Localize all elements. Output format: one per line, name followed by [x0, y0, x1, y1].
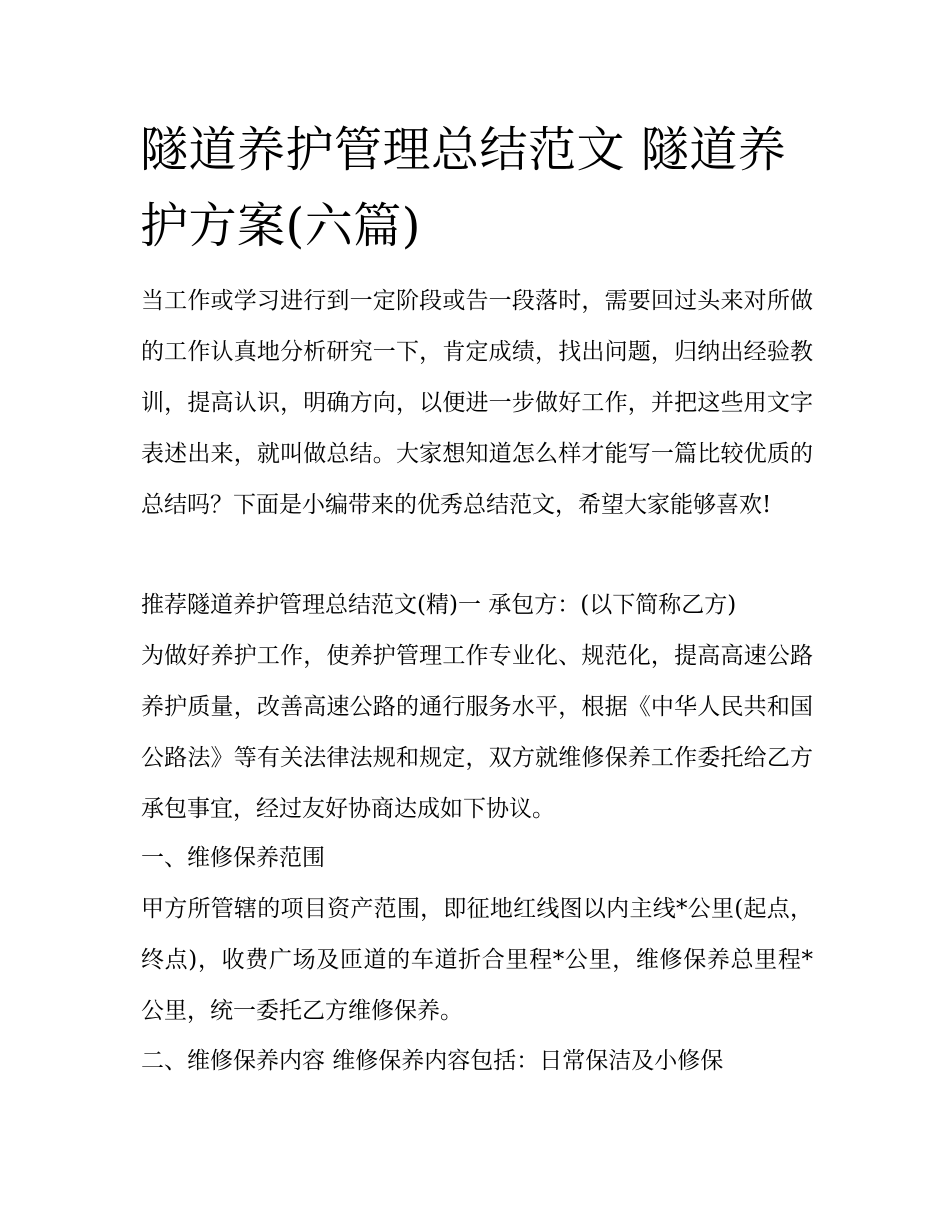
section-heading-content: 二、维修保养内容 维修保养内容包括：日常保洁及小修保 — [141, 1048, 724, 1074]
recommend-line: 推荐隧道养护管理总结范文(精)一 承包方：(以下简称乙方) — [141, 592, 737, 618]
intro-paragraph: 当工作或学习进行到一定阶段或告一段落时，需要回过头来对所做的工作认真地分析研究一下，肯定成绩，找出问题，归纳出经验教训，提高认识，明确方向，以便进一步做好工作，并把这些用文字表述出来，就叫做总结。大家想知道怎么样才能写一篇比较优质的总结吗？下面是小编带来的优秀总结范文，希望大家能够喜欢! — [141, 288, 813, 518]
purpose-paragraph: 为做好养护工作，使养护管理工作专业化、规范化，提高高速公路养护质量，改善高速公路的通行服务水平，根据《中华人民共和国公路法》等有关法律法规和规定，双方就维修保养工作委托给乙方承包事宜，经过友好协商达成如下协议。 — [141, 643, 813, 822]
document-title: 隧道养护管理总结范文 隧道养护方案(六篇) — [140, 122, 787, 254]
scope-paragraph: 甲方所管辖的项目资产范围，即征地红线图以内主线*公里(起点，终点)，收费广场及匝道的车道折合里程*公里，维修保养总里程*公里，统一委托乙方维修保养。 — [141, 896, 813, 1024]
section-heading-scope: 一、维修保养范围 — [141, 845, 325, 871]
